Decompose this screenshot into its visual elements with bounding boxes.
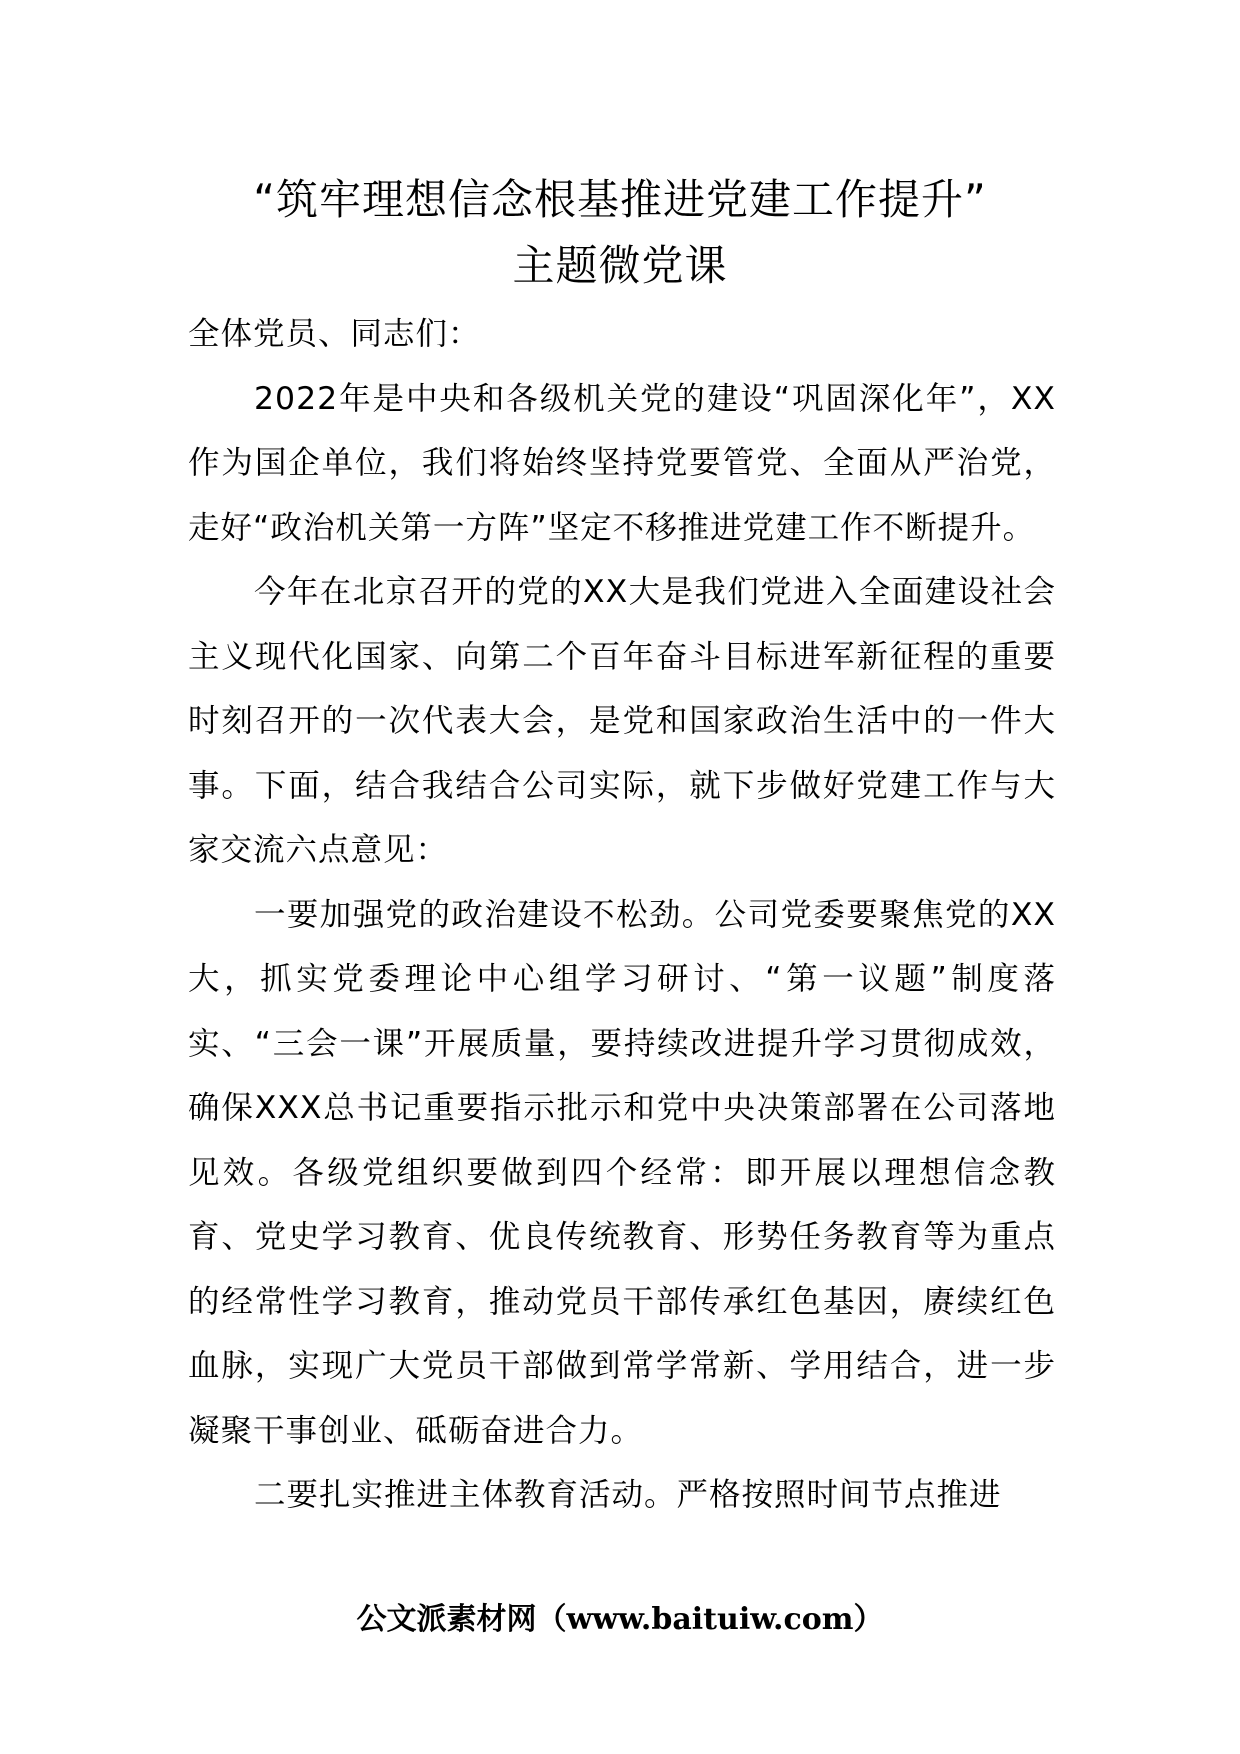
document-title-line-1: “筑牢理想信念根基推进党建工作提升” <box>253 175 987 224</box>
paragraph-2: 今年在北京召开的党的XX大是我们党进入全面建设社会主义现代化国家、向第二个百年奋斗目标进军新征程的重要时刻召开的一次代表大会，是党和国家政治生活中的一件大事。下面，结合我结合公司实际，就下步做好党建工作与大家交流六点意见： <box>188 574 1056 868</box>
document-body <box>188 302 1056 1528</box>
paragraph-3: 一要加强党的政治建设不松劲。公司党委要聚焦党的XX大，抓实党委理论中心组学习研讨、“第一议题”制度落实、“三会一课”开展质量，要持续改进提升学习贯彻成效，确保XXX总书记重要指示批示和党中央决策部署在公司落地见效。各级党组织要做到四个经常：即开展以理想信念教育、党史学习教育、优良传统教育、形势任务教育等为重点的经常性学习教育，推动党员干部传承红色基因，赓续红色血脉，实现广大党员干部做到常学常新、学用结合，进一步凝聚干事创业、砥砺奋进合力。 <box>188 896 1056 1449</box>
paragraph-4: 二要扎实推进主体教育活动。严格按照时间节点推进 <box>254 1477 1002 1513</box>
salutation: 全体党员、同志们： <box>188 316 481 352</box>
paragraph-1: 2022年是中央和各级机关党的建设“巩固深化年”，XX作为国企单位，我们将始终坚持党要管党、全面从严治党，走好“政治机关第一方阵”坚定不移推进党建工作不断提升。 <box>188 380 1056 546</box>
document-title-line-2: 主题微党课 <box>512 241 728 290</box>
footer-watermark-text: 公文派素材网（www.baituiw.com） <box>356 1602 884 1637</box>
